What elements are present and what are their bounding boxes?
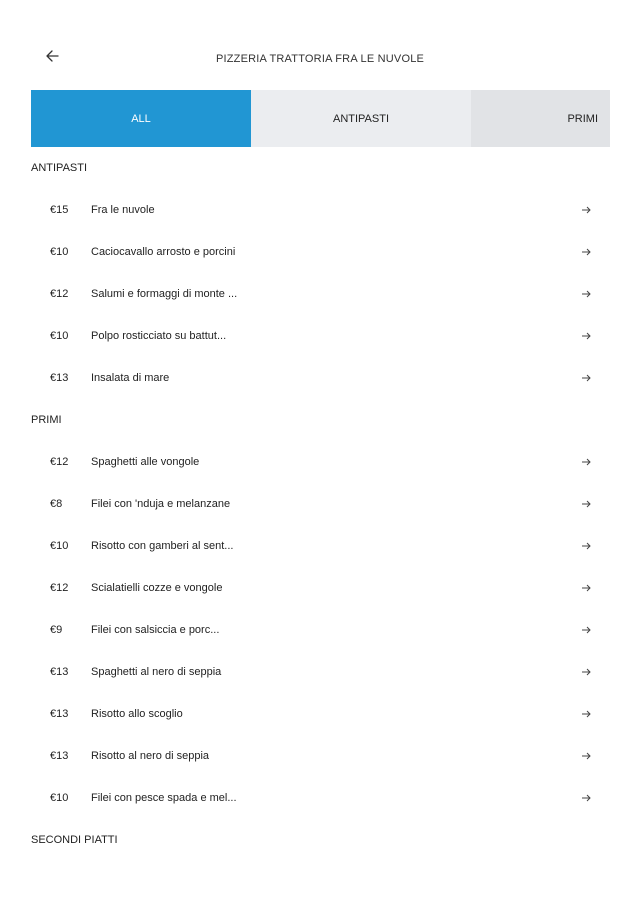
item-name: Insalata di mare — [91, 372, 170, 384]
app-header — [0, 0, 640, 90]
item-price: €8 — [50, 498, 63, 510]
arrow-right-icon — [580, 246, 592, 258]
item-name: Spaghetti al nero di seppia — [91, 666, 222, 678]
list-item[interactable] — [0, 525, 640, 567]
arrow-right-icon — [580, 750, 592, 762]
section-header-antipasti: ANTIPASTI — [31, 162, 88, 174]
list-item[interactable] — [0, 693, 640, 735]
arrow-right-icon — [580, 204, 592, 216]
list-item[interactable] — [0, 567, 640, 609]
arrow-right-icon — [580, 540, 592, 552]
tab-antipasti[interactable]: ANTIPASTI — [251, 90, 471, 147]
arrow-right-icon — [580, 456, 592, 468]
item-name: Filei con pesce spada e mel... — [91, 792, 237, 804]
section-header-secondi-piatti: SECONDI PIATTI — [31, 834, 118, 846]
item-price: €10 — [50, 330, 69, 342]
item-price: €13 — [50, 666, 69, 678]
list-item[interactable] — [0, 273, 640, 315]
list-item[interactable] — [0, 609, 640, 651]
list-item[interactable] — [0, 315, 640, 357]
item-name: Fra le nuvole — [91, 204, 155, 216]
arrow-right-icon — [580, 708, 592, 720]
list-item[interactable] — [0, 777, 640, 819]
list-item[interactable] — [0, 735, 640, 777]
list-item[interactable] — [0, 483, 640, 525]
item-name: Risotto allo scoglio — [91, 708, 183, 720]
arrow-right-icon — [580, 498, 592, 510]
item-name: Filei con salsiccia e porc... — [91, 624, 220, 636]
list-item[interactable] — [0, 357, 640, 399]
arrow-right-icon — [580, 624, 592, 636]
item-name: Scialatielli cozze e vongole — [91, 582, 223, 594]
section-header-primi: PRIMI — [31, 414, 62, 426]
menu-list — [0, 147, 640, 861]
item-name: Polpo rosticciato su battut... — [91, 330, 227, 342]
item-price: €13 — [50, 372, 69, 384]
arrow-right-icon — [580, 582, 592, 594]
arrow-right-icon — [580, 330, 592, 342]
tab-all[interactable]: ALL — [31, 90, 251, 147]
page-title: PIZZERIA TRATTORIA FRA LE NUVOLE — [215, 53, 425, 65]
item-name: Salumi e formaggi di monte ... — [91, 288, 238, 300]
item-price: €10 — [50, 792, 69, 804]
item-price: €10 — [50, 540, 69, 552]
item-price: €10 — [50, 246, 69, 258]
tab-primi[interactable]: PRIMI — [471, 90, 610, 147]
arrow-right-icon — [580, 666, 592, 678]
item-name: Spaghetti alle vongole — [91, 456, 200, 468]
list-item[interactable] — [0, 651, 640, 693]
item-price: €12 — [50, 582, 69, 594]
item-price: €12 — [50, 456, 69, 468]
category-tabs — [31, 90, 610, 147]
arrow-right-icon — [580, 288, 592, 300]
item-price: €9 — [50, 624, 63, 636]
arrow-right-icon — [580, 792, 592, 804]
item-name: Risotto con gamberi al sent... — [91, 540, 234, 552]
item-price: €13 — [50, 708, 69, 720]
list-item[interactable] — [0, 231, 640, 273]
arrow-right-icon — [580, 372, 592, 384]
item-name: Caciocavallo arrosto e porcini — [91, 246, 236, 258]
item-price: €12 — [50, 288, 69, 300]
item-name: Filei con 'nduja e melanzane — [91, 498, 231, 510]
item-name: Risotto al nero di seppia — [91, 750, 210, 762]
item-price: €15 — [50, 204, 69, 216]
item-price: €13 — [50, 750, 69, 762]
list-item[interactable] — [0, 189, 640, 231]
list-item[interactable] — [0, 441, 640, 483]
